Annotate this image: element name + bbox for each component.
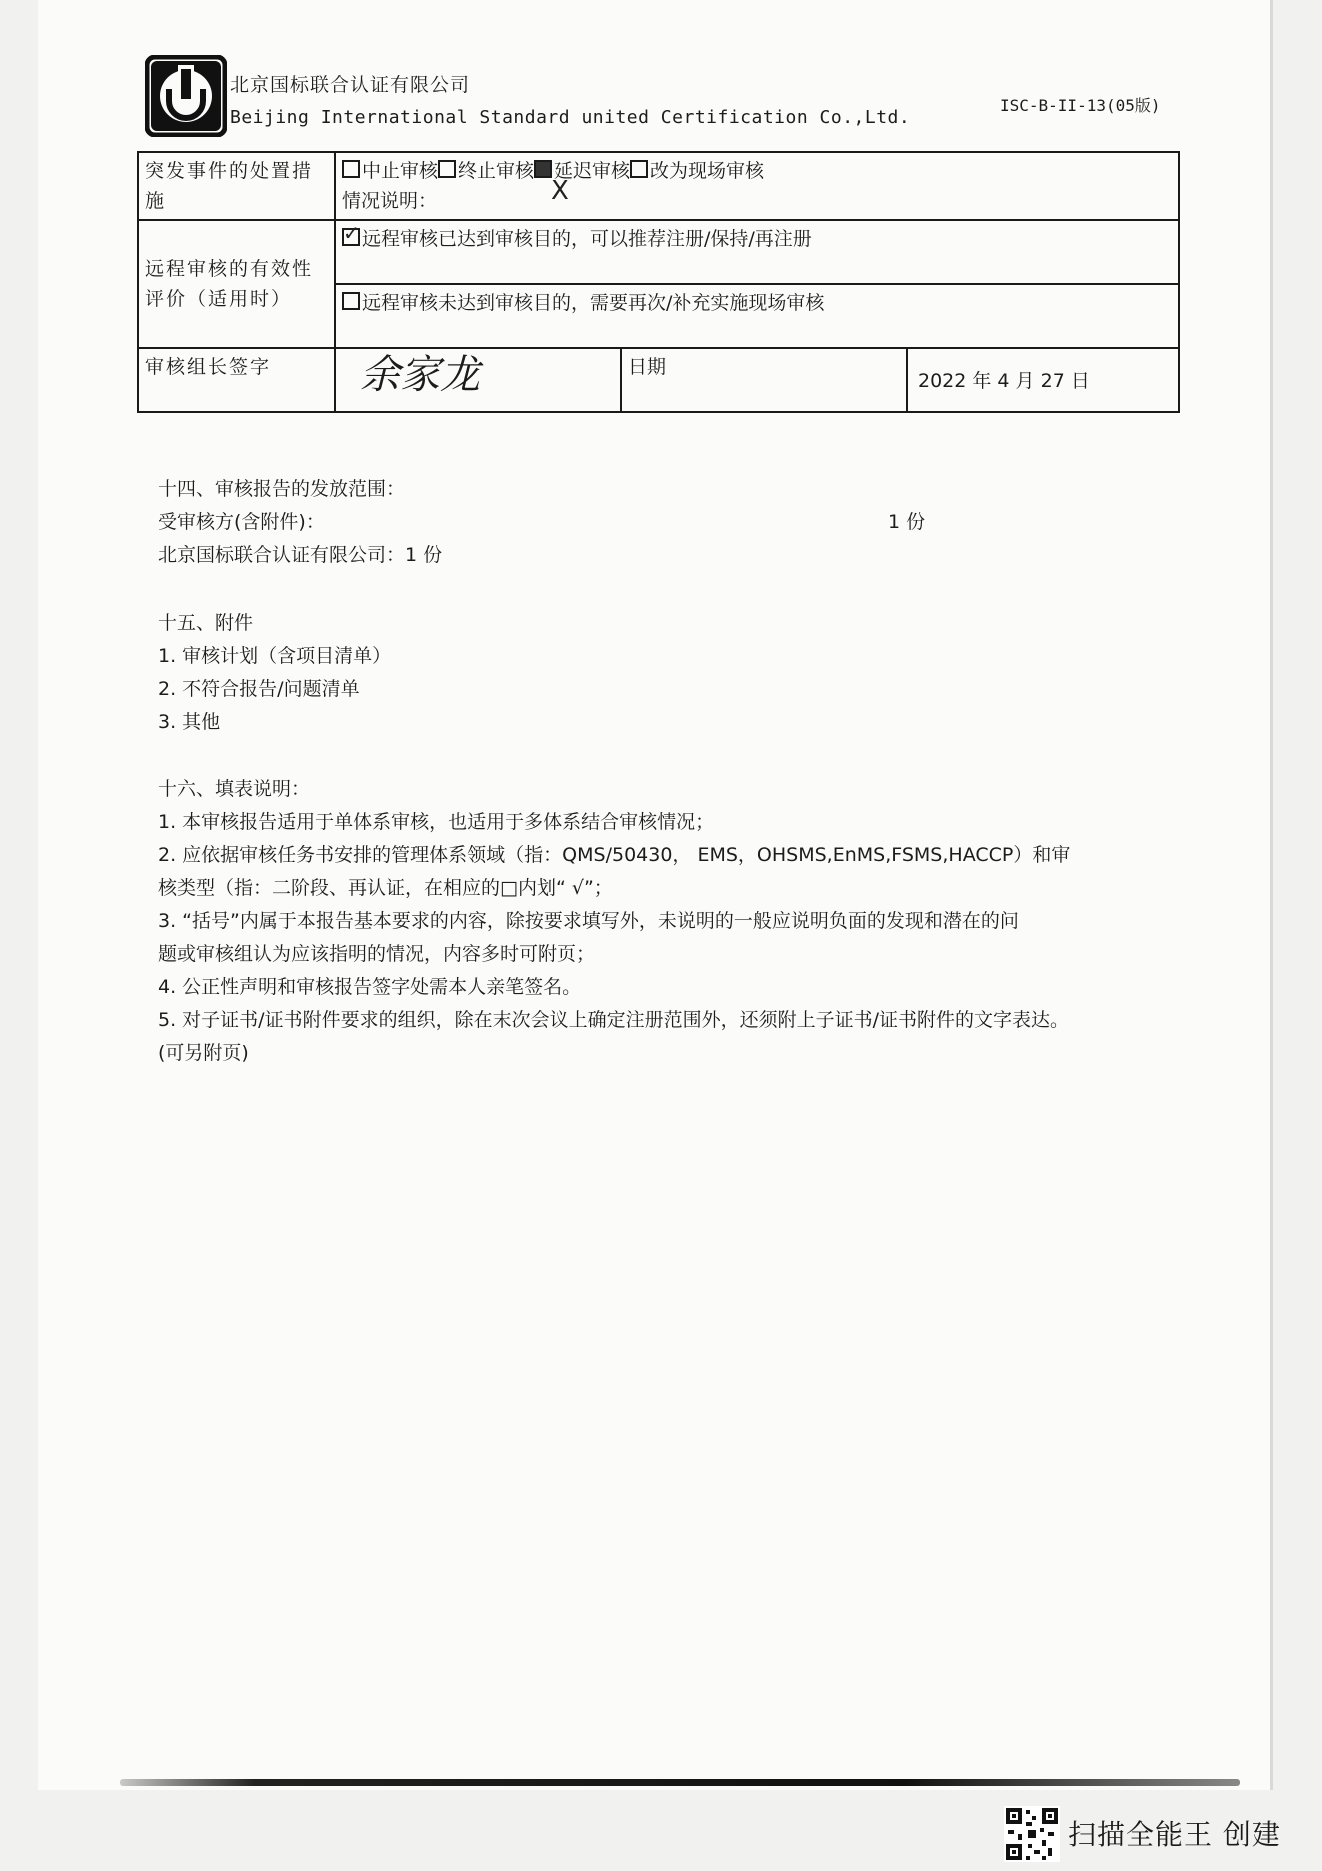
- section16-line: 5. 对子证书/证书附件要求的组织，除在末次会议上确定注册范围外，还须附上子证书/证书附件的文字表达。: [158, 1009, 1069, 1031]
- section14-line1: 受审核方(含附件)：: [158, 511, 325, 533]
- team-leader-signature-label: 审核组长签字: [138, 348, 335, 412]
- company-name-en: Beijing International Standard united Certification Co.,Ltd.: [230, 107, 911, 128]
- option-achieved-label: 远程审核已达到审核目的，可以推荐注册/保持/再注册: [362, 228, 812, 250]
- section16-line: 4. 公正性声明和审核报告签字处需本人亲笔签名。: [158, 976, 582, 998]
- option-not-achieved-label: 远程审核未达到审核目的，需要再次/补充实施现场审核: [362, 292, 825, 314]
- section16-line: (可另附页): [158, 1042, 249, 1064]
- section16-title: 十六、填表说明：: [158, 778, 311, 800]
- section15-item: 3. 其他: [158, 711, 221, 733]
- checkbox-suspend[interactable]: [342, 160, 360, 178]
- remote-audit-not-achieved-cell: [335, 284, 1179, 348]
- section15-title: 十五、附件: [158, 612, 254, 634]
- checkbox-achieved[interactable]: [342, 228, 360, 246]
- team-leader-signature-cell: [335, 348, 621, 412]
- remote-audit-evaluation-label: 远程审核的有效性评价（适用时）: [138, 220, 335, 348]
- remote-audit-achieved-cell: [335, 220, 1179, 284]
- section16-line: 核类型（指：二阶段、再认证，在相应的□内划“ √”；: [158, 877, 613, 899]
- checkbox-onsite[interactable]: [630, 160, 648, 178]
- scanner-watermark: 扫描全能王 创建: [1068, 1818, 1281, 1851]
- date-value-cell: [907, 348, 1179, 412]
- emergency-handling-cell: [335, 152, 1179, 220]
- qr-code-icon: [1004, 1806, 1060, 1862]
- handwritten-cross-mark: X: [551, 176, 569, 206]
- section16-line: 1. 本审核报告适用于单体系审核，也适用于多体系结合审核情况；: [158, 811, 715, 833]
- checkbox-not-achieved[interactable]: [342, 292, 360, 310]
- option-onsite-label: 改为现场审核: [650, 160, 765, 182]
- scan-edge-shadow: [120, 1779, 1240, 1786]
- handwritten-signature: 余家龙: [360, 352, 480, 398]
- option-postpone-label: 延迟审核: [554, 160, 631, 182]
- section15-item: 2. 不符合报告/问题清单: [158, 678, 360, 700]
- situation-label: 情况说明：: [342, 190, 438, 212]
- option-terminate-label: 终止审核: [458, 160, 535, 182]
- checkbox-postpone[interactable]: [534, 160, 552, 178]
- section14-line2: 北京国标联合认证有限公司：1 份: [158, 544, 443, 566]
- company-name-cn: 北京国标联合认证有限公司: [230, 74, 471, 96]
- checkbox-terminate[interactable]: [438, 160, 456, 178]
- section16-line: 2. 应依据审核任务书安排的管理体系领域（指：QMS/50430， EMS，OHSMS,EnMS,FSMS,HACCP）和审: [158, 844, 1071, 866]
- section15-item: 1. 审核计划（含项目清单）: [158, 645, 392, 667]
- audit-form-table: [137, 151, 1180, 413]
- date-value: 2022 年 4 月 27 日: [918, 370, 1090, 392]
- company-logo-icon: [145, 55, 227, 137]
- option-suspend-label: 中止审核: [362, 160, 439, 182]
- date-label: 日期: [621, 348, 907, 412]
- document-code: ISC-B-II-13(05版): [1000, 96, 1161, 115]
- section14-line1-copies: 1 份: [888, 511, 926, 533]
- section14-title: 十四、审核报告的发放范围：: [158, 478, 406, 500]
- emergency-handling-label: 突发事件的处置措施: [138, 152, 335, 220]
- section16-line: 3. “括号”内属于本报告基本要求的内容，除按要求填写外，未说明的一般应说明负面的发现和潜在的问: [158, 910, 1019, 932]
- section16-line: 题或审核组认为应该指明的情况，内容多时可附页；: [158, 943, 596, 965]
